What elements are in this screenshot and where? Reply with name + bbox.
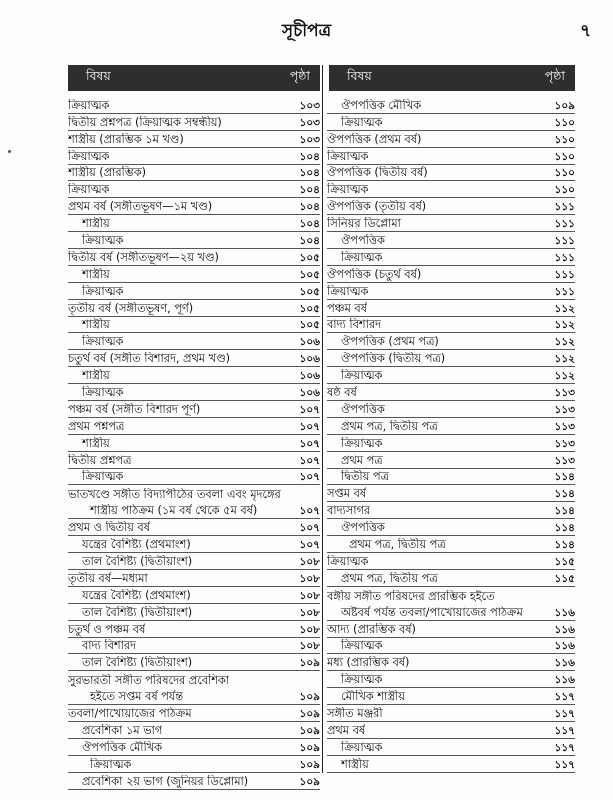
toc-entry-page: ১১০ [554, 150, 575, 163]
toc-entry-page: ১১৪ [554, 505, 575, 518]
toc-entry-title: ষষ্ঠ বর্ষ [327, 386, 357, 400]
toc-entry [68, 739, 320, 756]
toc-entry [327, 283, 575, 300]
toc-entry-title: ক্রিয়াত্মক [82, 470, 124, 484]
toc-entry [68, 502, 320, 519]
toc-entry [327, 435, 575, 452]
toc-entry-title: তাল বৈশিষ্ট্য (দ্বিতীয়াংশ) [82, 605, 193, 619]
toc-entry-title: ক্রিয়াত্মক [82, 284, 124, 298]
toc-entry-title: যন্ত্রের বৈশিষ্ট্য (প্রথমাংশ) [82, 588, 191, 602]
toc-entry [327, 317, 575, 334]
toc-entry-title: ক্রিয়াত্মক [341, 436, 383, 450]
page-header-label: পৃষ্ঠা [544, 68, 565, 83]
toc-entry-title: ক্রিয়াত্মক [341, 369, 383, 383]
toc-entry-title: ক্রিয়াত্মক [82, 386, 124, 400]
toc-entry [327, 654, 575, 671]
toc-entry [327, 266, 575, 283]
toc-entry-page: ১১০ [554, 133, 575, 146]
toc-entry-page: ১০৬ [299, 336, 320, 349]
toc-entry [327, 148, 575, 165]
toc-entry-title: ক্রিয়াত্মক [327, 183, 369, 197]
toc-entry-title: দ্বিতীয় পত্র [341, 470, 389, 484]
toc-entry-page: ১০৫ [299, 319, 320, 332]
page-title: সূচীপত্র [281, 21, 332, 41]
toc-entry-title: ক্রিয়াত্মক [341, 673, 383, 687]
toc-entry [327, 688, 575, 705]
toc-entry-title: ক্রিয়াত্মক [90, 757, 132, 771]
toc-entry-page: ১১৩ [554, 454, 575, 467]
toc-entry-page: ১১৭ [554, 724, 575, 737]
toc-entry [68, 300, 320, 317]
toc-entry [327, 97, 575, 114]
toc-entry-title: ক্রিয়াত্মক [82, 335, 124, 349]
toc-entry-page: ১০৭ [299, 437, 320, 450]
toc-entry [327, 367, 575, 384]
toc-entry [327, 485, 575, 502]
toc-entry-page: ১০৮ [299, 572, 320, 585]
toc-entry-page: ১০৯ [299, 741, 320, 754]
toc-entry-title: শাস্ত্রীয় [82, 217, 110, 231]
toc-column-right [322, 65, 575, 773]
toc-entry-title: ক্রিয়াত্মক [68, 98, 110, 112]
toc-entry-page: ১১২ [554, 319, 575, 332]
toc-entry [327, 604, 575, 621]
toc-entry [68, 773, 320, 790]
toc-entry-title: ক্রিয়াত্মক [327, 554, 369, 568]
toc-entry [68, 215, 320, 232]
toc-entry [327, 401, 575, 418]
toc-rows [323, 97, 575, 773]
toc-entry-page: ১০৯ [299, 775, 320, 788]
toc-entry-title: ক্রিয়াত্মক [327, 284, 369, 298]
toc-entry-page: ১০৪ [299, 218, 320, 231]
toc-entry-page: ১০৮ [299, 589, 320, 602]
toc-entry-title: ক্রিয়াত্মক [68, 183, 110, 197]
toc-entry-page: ১০৩ [299, 133, 320, 146]
toc-entry-page: ১০৯ [299, 657, 320, 670]
toc-entry [68, 756, 320, 773]
toc-entry [68, 536, 320, 553]
toc-entry-page: ১১১ [554, 285, 575, 298]
toc-entry [68, 621, 320, 638]
toc-entry-page: ১০৬ [299, 370, 320, 383]
toc-entry [68, 198, 320, 215]
toc-entry-page: ১১১ [554, 251, 575, 264]
toc-entry-title: ঔপপত্তিক (প্রথম বর্ষ) [327, 132, 422, 146]
toc-entry [68, 367, 320, 384]
toc-entry-page: ১০৫ [299, 285, 320, 298]
toc-entry-title: প্রথম পত্র, দ্বিতীয় পত্র [341, 419, 438, 433]
toc-entry [327, 469, 575, 486]
toc-entry [327, 587, 575, 604]
toc-entry-page: ১০৯ [299, 724, 320, 737]
toc-entry [68, 401, 320, 418]
toc-entry-title: বাদ্য বিশারদ [82, 639, 136, 653]
toc-entry-title: পঞ্চম বর্ষ [327, 301, 367, 315]
toc-entry-title: প্রথম বর্ষ [327, 723, 366, 737]
toc-entry-page: ১০৭ [299, 505, 320, 518]
toc-entry [327, 621, 575, 638]
toc-entry-page: ১০৫ [299, 302, 320, 315]
toc-entry-title: তাল বৈশিষ্ট্য (দ্বিতীয়াংশ) [82, 656, 193, 670]
toc-entry-title: প্রথম পত্র, দ্বিতীয় পত্র [349, 538, 446, 552]
toc-entry-title: দ্বিতীয় বর্ষ (সঙ্গীতভূষণ—২য় খণ্ড) [68, 250, 219, 264]
toc-entry [327, 671, 575, 688]
toc-entry-title: সঙ্গীত মঞ্জরী [327, 706, 383, 720]
toc-entry [68, 435, 320, 452]
toc-entry-page: ১০৮ [299, 555, 320, 568]
toc-entry [327, 249, 575, 266]
toc-entry [68, 519, 320, 536]
toc-entry-page: ১১৬ [554, 674, 575, 687]
toc-entry-page: ১১৩ [554, 387, 575, 400]
toc-entry-title: ভাতখণ্ডে সঙ্গীত বিদ্যাপীঠের তবলা এবং মৃদঙ্গের [68, 488, 281, 502]
toc-entry-page: ১০৪ [299, 201, 320, 214]
toc-entry [68, 232, 320, 249]
toc-entry [68, 181, 320, 198]
toc-entry-title: ঔপপত্তিক (দ্বিতীয় পত্র) [341, 352, 446, 366]
toc-entry-page: ১০৭ [299, 420, 320, 433]
toc-entry [327, 114, 575, 131]
toc-entry-page: ১১৩ [554, 403, 575, 416]
toc-entry-title: শাস্ত্রীয় [82, 436, 110, 450]
toc-entry-page: ১১৪ [554, 471, 575, 484]
toc-entry-page: ১০৭ [299, 539, 320, 552]
toc-entry [327, 333, 575, 350]
toc-header [68, 65, 320, 91]
toc-entry-title: ঔপপত্তিক (প্রথম পত্র) [341, 335, 439, 349]
toc-column-left [68, 65, 320, 790]
toc-entry-title: ঔপপত্তিক (দ্বিতীয় বর্ষ) [327, 166, 428, 180]
toc-entry-page: ১০৮ [299, 623, 320, 636]
toc-entry [327, 722, 575, 739]
toc-entry-title: হইতে সপ্তম বর্ষ পর্যন্ত [90, 690, 184, 704]
toc-entry [327, 536, 575, 553]
toc-entry [68, 317, 320, 334]
toc-entry [68, 114, 320, 131]
toc-entry-page: ১০৪ [299, 184, 320, 197]
toc-entry-page: ১১২ [554, 302, 575, 315]
toc-entry [68, 148, 320, 165]
toc-entry-title: আদ্য (প্রারম্ভিক বর্ষ) [327, 622, 416, 636]
toc-entry-page: ১১২ [554, 370, 575, 383]
toc-entry-page: ১০৮ [299, 606, 320, 619]
toc-entry-title: শাস্ত্রীয় (প্রারম্ভিক ১ম খণ্ড) [68, 132, 184, 146]
toc-entry-page: ১১০ [554, 184, 575, 197]
toc-entry-page: ১১৫ [554, 555, 575, 568]
toc-entry [327, 570, 575, 587]
toc-entry-page: ১০৯ [299, 758, 320, 771]
toc-entry-page: ১১৩ [554, 420, 575, 433]
toc-entry-page: ১১১ [554, 235, 575, 248]
scan-speck [8, 150, 11, 153]
toc-entry-page: ১১৪ [554, 522, 575, 535]
toc-entry [68, 553, 320, 570]
toc-entry-page: ১০৭ [299, 403, 320, 416]
toc-entry-title: ঔপপত্তিক মৌখিক [341, 98, 422, 112]
toc-entry-title: শাস্ত্রীয় [82, 318, 110, 332]
toc-entry [68, 654, 320, 671]
toc-entry-page: ১১০ [554, 116, 575, 129]
toc-entry-title: ঔপপত্তিক (তৃতীয় বর্ষ) [327, 200, 427, 214]
toc-entry-title: দ্বিতীয় প্রশ্নপত্র (ক্রিয়াত্মক সম্বন্ধীয়) [68, 115, 222, 129]
toc-entry [68, 384, 320, 401]
toc-entry-page: ১১১ [554, 201, 575, 214]
toc-entry-title: শাস্ত্রীয় [82, 369, 110, 383]
toc-entry-page: ১১৫ [554, 572, 575, 585]
toc-entry-page: ১১২ [554, 336, 575, 349]
toc-entry-page: ১১৩ [554, 437, 575, 450]
toc-entry-title: ক্রিয়াত্মক [68, 149, 110, 163]
toc-entry [68, 418, 320, 435]
toc-entry [327, 553, 575, 570]
toc-entry-page: ১১২ [554, 353, 575, 366]
toc-entry-page: ১০৩ [299, 99, 320, 112]
toc-entry [327, 452, 575, 469]
toc-entry [68, 570, 320, 587]
toc-entry-title: মধ্য (প্রারম্ভিক বর্ষ) [327, 656, 410, 670]
toc-entry-title: বঙ্গীয় সঙ্গীত পরিষদের প্রারম্ভিক হইতে [327, 589, 495, 603]
toc-entry [327, 705, 575, 722]
toc-entry-title: দ্বিতীয় প্রশ্নপত্র [68, 453, 132, 467]
toc-entry [327, 232, 575, 249]
toc-entry [327, 638, 575, 655]
toc-entry-page: ১০৪ [299, 150, 320, 163]
toc-entry-page: ১০৩ [299, 116, 320, 129]
toc-entry-page: ১১৬ [554, 640, 575, 653]
toc-entry-title: ঔপপত্তিক [341, 234, 385, 248]
toc-rows [68, 97, 320, 790]
toc-entry-title: প্রবেশিকা ১ম ভাগ [82, 723, 163, 737]
toc-entry [68, 452, 320, 469]
toc-entry [68, 469, 320, 486]
toc-entry-title: ক্রিয়াত্মক [82, 234, 124, 248]
toc-entry-title: ঔপপত্তিক (চতুর্থ বর্ষ) [327, 267, 422, 281]
toc-entry-page: ১১৭ [554, 741, 575, 754]
toc-entry-page: ১০৬ [299, 353, 320, 366]
toc-entry-title: যন্ত্রের বৈশিষ্ট্য (প্রথমাংশ) [82, 538, 191, 552]
toc-entry-title: তবলা/পাখোয়াজের পাঠক্রম [68, 706, 192, 720]
toc-entry-title: চতুর্থ বর্ষ (সঙ্গীত বিশারদ, প্রথম খণ্ড) [68, 352, 231, 366]
toc-entry [68, 131, 320, 148]
toc-entry-page: ১১৭ [554, 758, 575, 771]
toc-entry [68, 671, 320, 688]
toc-entry-page: ১০৯ [554, 99, 575, 112]
toc-entry-title: চতুর্থ ও পঞ্চম বর্ষ [68, 622, 146, 636]
toc-entry [68, 688, 320, 705]
toc-entry-title: ক্রিয়াত্মক [341, 115, 383, 129]
toc-entry-page: ১০৫ [299, 268, 320, 281]
toc-entry-title: প্রথম বর্ষ (সঙ্গীতভূষণ—১ম খণ্ড) [68, 200, 213, 214]
toc-entry [68, 604, 320, 621]
toc-entry [327, 756, 575, 773]
toc-entry-title: সুরভারতী সঙ্গীত পরিষদের প্রবেশিকা [68, 674, 230, 688]
toc-entry-title: প্রথম ও দ্বিতীয় বর্ষ [68, 521, 150, 535]
toc-entry-title: শাস্ত্রীয় [341, 757, 369, 771]
toc-entry-page: ১০৯ [299, 707, 320, 720]
toc-entry-page: ১১০ [554, 167, 575, 180]
toc-entry [68, 165, 320, 182]
toc-entry [68, 587, 320, 604]
toc-entry [327, 418, 575, 435]
toc-entry-title: ঔপপত্তিক [341, 521, 385, 535]
toc-entry-page: ১১৬ [554, 606, 575, 619]
toc-entry [327, 739, 575, 756]
toc-entry-page: ১০৬ [299, 387, 320, 400]
toc-entry-title: তৃতীয় বর্ষ (সঙ্গীতভূষণ, পূর্ণ) [68, 301, 194, 315]
toc-entry-title: বাদ্য বিশারদ [327, 318, 381, 332]
toc-entry-title: ক্রিয়াত্মক [341, 740, 383, 754]
toc-entry-page: ১০৭ [299, 471, 320, 484]
toc-entry [68, 283, 320, 300]
subject-header-label: বিষয় [347, 68, 372, 83]
toc-entry [68, 705, 320, 722]
toc-entry [327, 350, 575, 367]
toc-entry-title: সপ্তম বর্ষ [327, 487, 367, 501]
toc-entry-title: বাদ্যসাগর [327, 504, 371, 518]
toc-entry [68, 333, 320, 350]
toc-entry-page: ১১৬ [554, 623, 575, 636]
toc-entry-title: শাস্ত্রীয় পাঠক্রম (১ম বর্ষ থেকে ৫ম বর্ষ) [90, 504, 258, 518]
toc-entry-page: ১১৪ [554, 539, 575, 552]
toc-entry-title: প্রবেশিকা ২য় ভাগ (জুনিয়র ডিপ্লোমা) [82, 774, 249, 788]
toc-entry [327, 198, 575, 215]
toc-entry-page: ১০৮ [299, 640, 320, 653]
toc-entry [327, 384, 575, 401]
toc-entry-title: প্রথম পত্র [341, 453, 383, 467]
toc-entry [327, 519, 575, 536]
toc-entry-title: ঔপপত্তিক [341, 402, 385, 416]
toc-entry [68, 350, 320, 367]
toc-entry [327, 215, 575, 232]
toc-entry-page: ১০৪ [299, 167, 320, 180]
toc-entry-page: ১১৭ [554, 691, 575, 704]
toc-entry [68, 638, 320, 655]
toc-entry-page: ১১১ [554, 218, 575, 231]
toc-entry-page: ১০৭ [299, 454, 320, 467]
toc-entry [327, 300, 575, 317]
toc-entry-title: প্রথম পত্র, দ্বিতীয় পত্র [341, 571, 438, 585]
toc-entry [327, 131, 575, 148]
toc-entry-title: ঔপপত্তিক মৌখিক [82, 740, 163, 754]
toc-entry-title: মৌখিক শাস্ত্রীয় [341, 690, 405, 704]
page-header-label: পৃষ্ঠা [289, 68, 310, 83]
toc-entry [68, 722, 320, 739]
toc-entry [68, 485, 320, 502]
subject-header-label: বিষয় [86, 68, 111, 83]
toc-entry-title: পঞ্চম বর্ষ (সঙ্গীত বিশারদ পূর্ণ) [68, 402, 201, 416]
toc-entry [327, 502, 575, 519]
toc-entry-title: ক্রিয়াত্মক [341, 639, 383, 653]
page-number: ৭ [579, 21, 591, 41]
toc-entry-title: শাস্ত্রীয় [82, 267, 110, 281]
toc-entry-page: ১০৪ [299, 235, 320, 248]
toc-header [329, 65, 575, 91]
toc-entry-title: সিনিয়র ডিপ্লোমা [327, 217, 401, 231]
toc-entry [68, 266, 320, 283]
toc-entry-page: ১১৭ [554, 707, 575, 720]
toc-entry-title: শাস্ত্রীয় (প্রারম্ভিক) [68, 166, 147, 180]
toc-entry [327, 165, 575, 182]
toc-entry-title: তাল বৈশিষ্ট্য (দ্বিতীয়াংশ) [82, 554, 193, 568]
toc-entry-page: ১০৯ [299, 691, 320, 704]
toc-entry-title: তৃতীয় বর্ষ—মধ্যমা [68, 571, 148, 585]
toc-entry-page: ১১৬ [554, 657, 575, 670]
toc-entry [68, 97, 320, 114]
toc-entry-title: অষ্টবর্ষ পর্যন্ত তবলা/পাখোয়াজের পাঠক্রম [341, 605, 523, 619]
toc-entry-page: ১১৪ [554, 488, 575, 501]
toc-entry-title: প্রথম পশ্নপত্র [68, 419, 125, 433]
toc-entry-page: ১০৫ [299, 251, 320, 264]
toc-entry-page: ১১১ [554, 268, 575, 281]
toc-entry [327, 181, 575, 198]
toc-entry-title: ক্রিয়াত্মক [327, 149, 369, 163]
toc-entry [68, 249, 320, 266]
toc-entry-title: ক্রিয়াত্মক [341, 250, 383, 264]
toc-entry-page: ১০৭ [299, 522, 320, 535]
